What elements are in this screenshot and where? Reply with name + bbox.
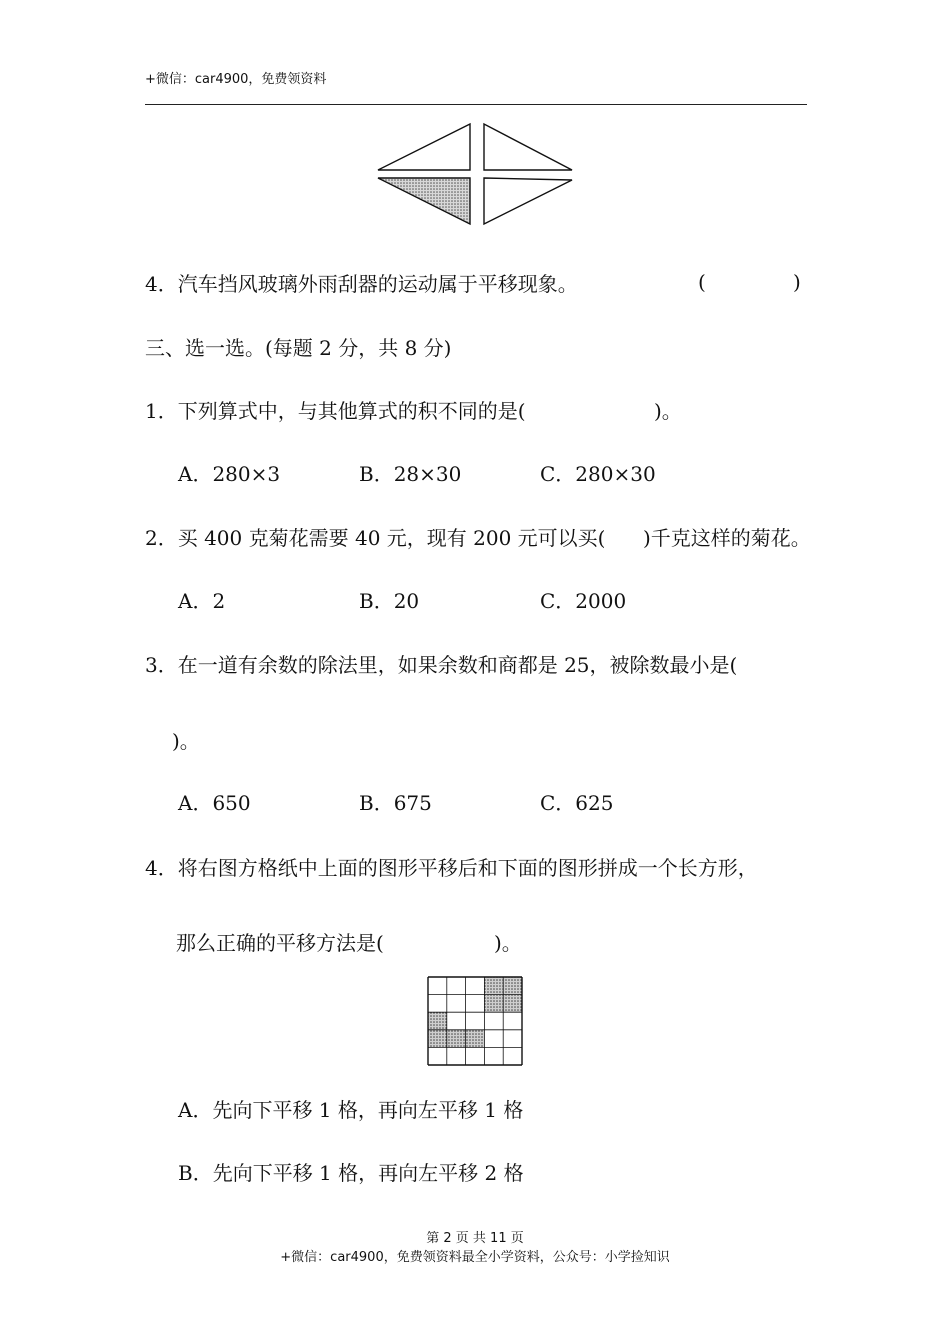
judgement-q4-open-paren: ( xyxy=(698,270,706,294)
q2-stem-end: )千克这样的菊花。 xyxy=(643,526,811,550)
judgement-q4-text: 4．汽车挡风玻璃外雨刮器的运动属于平移现象。 xyxy=(145,272,578,296)
q1-option-c: C．280×30 xyxy=(540,462,656,486)
footer-page-number: 第 2 页 共 11 页 xyxy=(426,1231,524,1246)
header-note: +微信：car4900，免费领资料 xyxy=(145,72,327,87)
four-triangles-figure xyxy=(376,122,576,228)
q2-option-c: C．2000 xyxy=(540,589,627,613)
q3-option-c: C．625 xyxy=(540,791,614,815)
grid-shaded-cell xyxy=(466,1030,485,1048)
q1-option-b: B．28×30 xyxy=(359,462,462,486)
q2-stem: 2．买 400 克菊花需要 40 元，现有 200 元可以买( xyxy=(145,526,606,550)
q3-stem: 3．在一道有余数的除法里，如果余数和商都是 25，被除数最小是( xyxy=(145,653,738,677)
grid-shaded-cell xyxy=(484,977,503,995)
grid-shaded-cell xyxy=(503,995,522,1013)
triangle-top-left xyxy=(378,124,470,170)
triangle-bottom-left-shaded xyxy=(378,178,470,224)
q4-stem-continued: 那么正确的平移方法是( xyxy=(176,931,384,955)
grid-shaded-cell xyxy=(428,1030,447,1048)
section3-title: 三、选一选。(每题 2 分，共 8 分) xyxy=(145,336,452,360)
q2-option-b: B．20 xyxy=(359,589,420,613)
q4-stem: 4．将右图方格纸中上面的图形平移后和下面的图形拼成一个长方形， xyxy=(145,856,758,880)
footer-note: +微信：car4900，免费领资料最全小学资料，公众号：小学捡知识 xyxy=(280,1250,670,1265)
q3-stem-continued: )。 xyxy=(172,729,200,753)
q4-stem-end: )。 xyxy=(494,931,522,955)
triangle-bottom-right xyxy=(484,178,572,224)
judgement-q4-close-paren: ) xyxy=(793,270,801,294)
triangle-top-right xyxy=(484,124,572,170)
grid-shaded-cell xyxy=(428,1012,447,1030)
q4-option-a: A．先向下平移 1 格，再向左平移 1 格 xyxy=(178,1098,524,1122)
q1-stem-end: )。 xyxy=(654,399,682,423)
q4-option-b: B．先向下平移 1 格，再向左平移 2 格 xyxy=(178,1161,524,1185)
q1-option-a: A．280×3 xyxy=(178,462,281,486)
header-divider xyxy=(145,104,807,105)
q3-option-b: B．675 xyxy=(359,791,432,815)
grid-shaded-cell xyxy=(447,1030,466,1048)
square-grid-figure xyxy=(427,976,523,1066)
grid-shaded-cell xyxy=(503,977,522,995)
q3-option-a: A．650 xyxy=(178,791,251,815)
q2-option-a: A．2 xyxy=(178,589,226,613)
q1-stem: 1．下列算式中，与其他算式的积不同的是( xyxy=(145,399,526,423)
grid-shaded-cell xyxy=(484,995,503,1013)
